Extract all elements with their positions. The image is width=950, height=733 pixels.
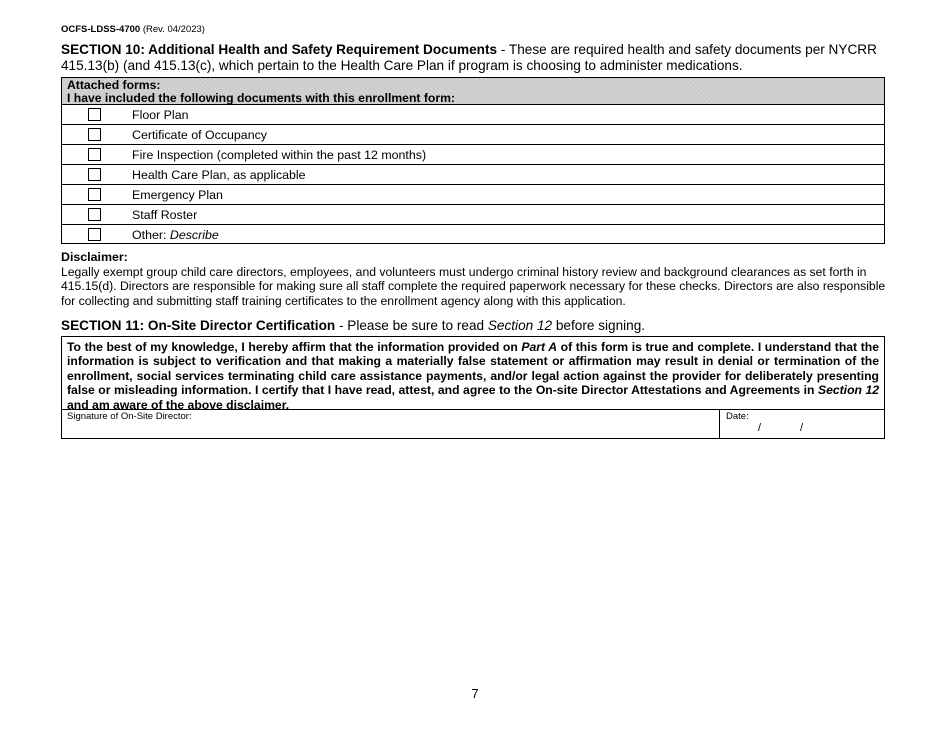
document-label [132, 228, 219, 242]
section-12-reference: Section 12 [817, 383, 880, 398]
form-code: OCFS-LDSS-4700 [61, 24, 141, 35]
certification-statement [62, 337, 884, 410]
document-label: Floor Plan [132, 108, 189, 122]
document-label: Health Care Plan, as applicable [132, 168, 306, 182]
section-11-note-suffix: before signing. [552, 318, 646, 333]
other-label: Other: [132, 228, 170, 242]
section-10-title: SECTION 10: Additional Health and Safety Requirement Documents [61, 42, 498, 57]
attached-forms-heading: Attached forms: [67, 78, 161, 92]
staff-roster-checkbox[interactable] [88, 208, 101, 221]
section-10-heading [61, 42, 891, 74]
document-label: Emergency Plan [132, 188, 223, 202]
health-care-plan-checkbox[interactable] [88, 168, 101, 181]
date-separator: / [758, 422, 762, 434]
document-row-health-care-plan [62, 165, 884, 185]
signature-row [62, 410, 884, 438]
certification-text-part-3: and am aware of the above disclaimer. [67, 397, 290, 412]
document-row-fire-inspection [62, 145, 884, 165]
section-11-heading [61, 318, 645, 333]
disclaimer-title: Disclaimer: [61, 250, 128, 264]
document-row-floor-plan [62, 105, 884, 125]
date-label: Date: [726, 411, 749, 422]
document-row-staff-roster [62, 205, 884, 225]
document-row-emergency-plan [62, 185, 884, 205]
part-a-reference: Part A [521, 340, 558, 354]
form-revision: (Rev. 04/2023) [142, 24, 205, 35]
fire-inspection-checkbox[interactable] [88, 148, 101, 161]
other-checkbox[interactable] [88, 228, 101, 241]
document-row-certificate-of-occupancy [62, 125, 884, 145]
form-identifier [61, 24, 205, 35]
certification-box [61, 336, 885, 439]
attached-forms-instruction: I have included the following documents with this enrollment form: [67, 91, 455, 105]
attached-forms-table [61, 77, 885, 244]
certification-text-part-2: of this form is true and complete. I understand that the information is subject to verification and that making a materially false statement or affirmation may result in denial or termination of the enrollment, social services terminating child care assistance payments, and/or legal action against the provider for deliberately presenting false or misleading information. I certify that I have read, attest, and agree to the On-site Director Attestations and Agreements in [67, 340, 879, 398]
floor-plan-checkbox[interactable] [88, 108, 101, 121]
document-label: Fire Inspection (completed within the past 12 months) [132, 148, 427, 162]
disclaimer-text: Legally exempt group child care directors, employees, and volunteers must undergo criminal history review and background clearances as set forth in 415.15(d). Directors are responsible for making sure all staff complete the required paperwork necessary for these checks. Directors are also responsible for collecting and submitting staff training certificates to the enrollment agency along with this application. [61, 265, 886, 308]
section-11-title: SECTION 11: On-Site Director Certification [61, 318, 336, 333]
section-12-reference: Section 12 [487, 318, 553, 333]
document-label: Staff Roster [132, 208, 198, 222]
certificate-of-occupancy-checkbox[interactable] [88, 128, 101, 141]
section-11-note-prefix: - Please be sure to read [335, 318, 488, 333]
signature-field[interactable]: Signature of On-Site Director: [67, 411, 192, 422]
certification-text-part-1: To the best of my knowledge, I hereby affirm that the information provided on [67, 340, 522, 354]
describe-placeholder: Describe [169, 228, 219, 242]
date-separator: / [800, 422, 804, 434]
section-10-description: - These are required health and safety documents per NYCRR 415.13(b) (and 415.13(c), which pertain to the Health Care Plan if program is choosing to administer medications. [61, 42, 877, 73]
document-label: Certificate of Occupancy [132, 128, 267, 142]
attached-forms-header [62, 78, 884, 105]
emergency-plan-checkbox[interactable] [88, 188, 101, 201]
page-number: 7 [471, 686, 479, 701]
date-field[interactable] [719, 410, 885, 438]
document-row-other [62, 225, 884, 243]
